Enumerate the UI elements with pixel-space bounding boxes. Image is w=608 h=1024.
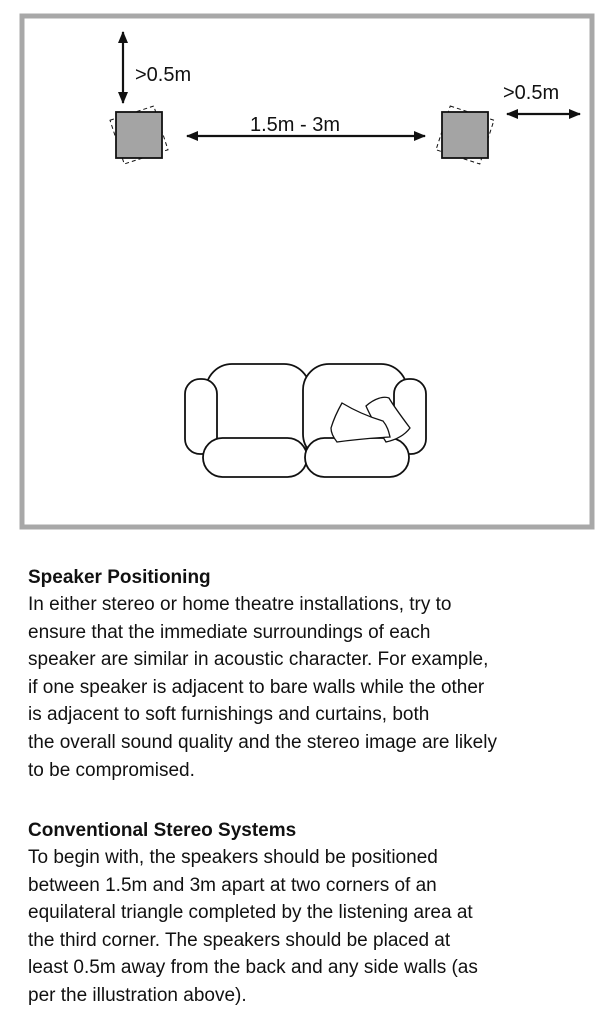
sofa-seat-cushion-right [305,438,409,477]
left-speaker [110,106,168,164]
section-body: To begin with, the speakers should be positioned between 1.5m and 3m apart at two corners of an equilateral triangle completed by the listening area at the third corner. The speakers should be placed at least 0.5m away from the back and any side walls (as per the illustration above). [28,847,478,1006]
side-wall-clearance-label: >0.5m [503,82,560,104]
back-wall-clearance-label: >0.5m [135,64,192,86]
right-speaker-box [442,112,488,158]
speaker-positioning-section [28,565,596,784]
speaker-spacing-label: 1.5m - 3m [250,114,341,136]
section-heading: Speaker Positioning [28,567,211,588]
right-speaker [436,106,494,164]
conventional-stereo-section [28,818,596,1010]
sofa-seat-cushion-left [203,438,307,477]
left-speaker-box [116,112,162,158]
section-heading: Conventional Stereo Systems [28,820,297,841]
sofa [185,364,426,477]
section-body: In either stereo or home theatre installations, try to ensure that the immediate surroundings of each speaker are similar in acoustic character. For example, if one speaker is adjacent to bare walls while the other is adjacent to soft furnishings and curtains, both the overall sound quality and the stereo image are likely to be compromised. [28,594,497,781]
